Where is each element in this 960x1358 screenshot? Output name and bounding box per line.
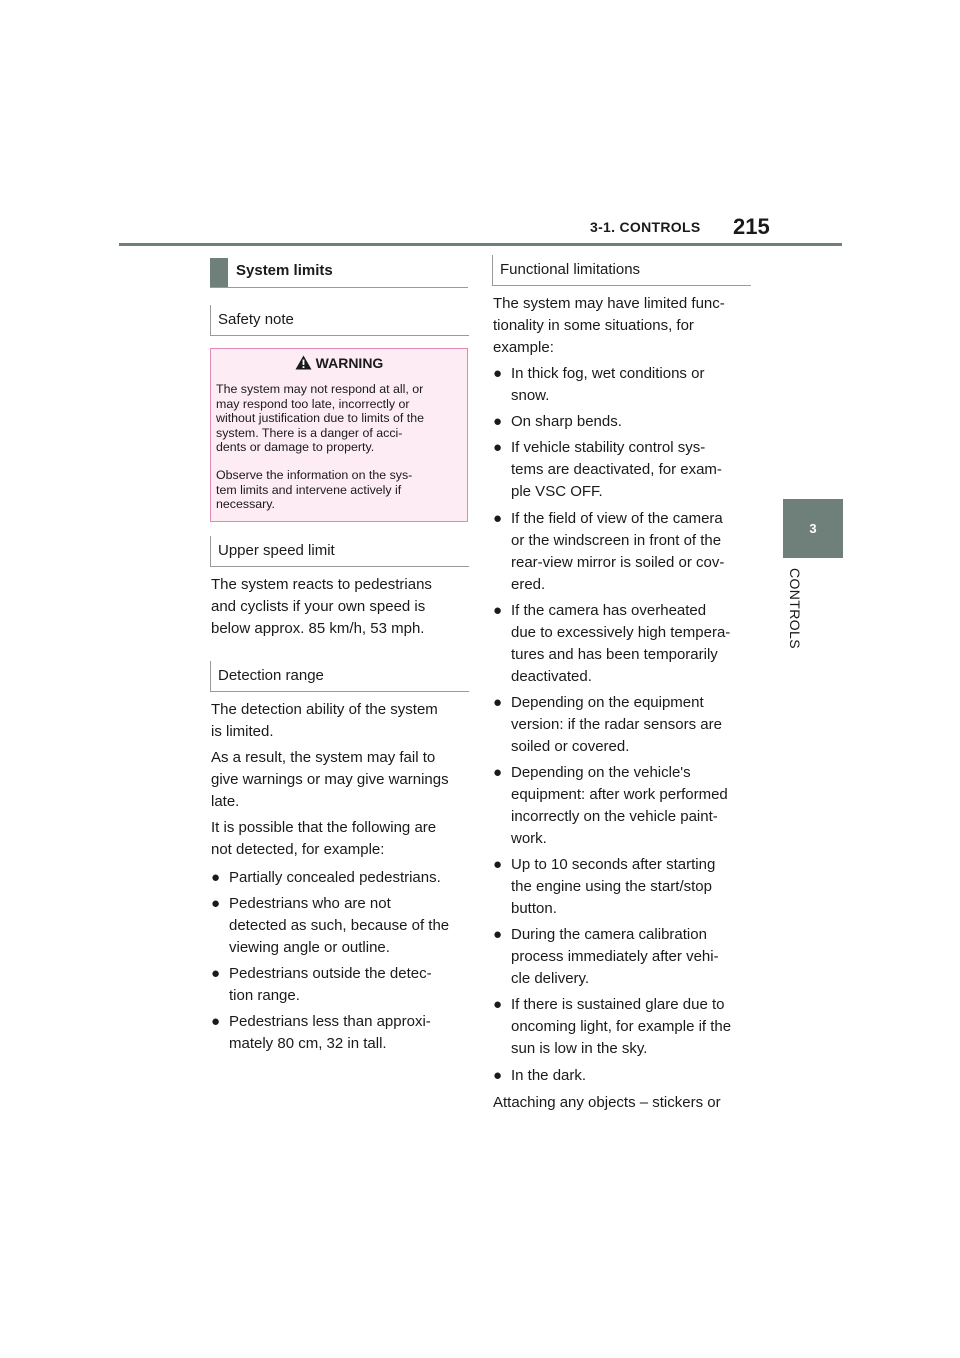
text-line: tures and has been temporarily xyxy=(511,646,718,663)
text-line: ered. xyxy=(511,576,546,593)
list-item xyxy=(211,1011,471,1055)
list-item xyxy=(493,437,758,503)
list-item xyxy=(493,994,758,1060)
list-item xyxy=(493,762,758,850)
chapter-tab xyxy=(783,499,843,558)
list-item xyxy=(493,854,758,920)
text-line: or the windscreen in front of the xyxy=(511,532,722,549)
section-title: 3-1. CONTROLS xyxy=(590,219,701,235)
closing-paragraph xyxy=(493,1092,758,1114)
text-line: The system reacts to pedestrians xyxy=(211,576,432,593)
list-item xyxy=(493,600,758,688)
detection-paragraph-1 xyxy=(211,699,471,743)
text-line: soiled or covered. xyxy=(511,738,630,755)
system-limits-heading xyxy=(210,258,468,288)
text-line: On sharp bends. xyxy=(511,413,622,430)
text-line: equipment: after work performed xyxy=(511,786,728,803)
warning-line: Observe the information on the sys- xyxy=(216,468,413,482)
heading-bar xyxy=(210,258,228,287)
text-line: is limited. xyxy=(211,723,274,740)
text-line: incorrectly on the vehicle paint- xyxy=(511,808,718,825)
text-line: cle delivery. xyxy=(511,970,590,987)
warning-line: dents or damage to property. xyxy=(216,440,375,454)
functional-limitations-title: Functional limitations xyxy=(500,261,641,278)
text-line: The system may have limited func- xyxy=(493,295,725,312)
bullet-dot: ● xyxy=(493,510,503,527)
text-line: viewing angle or outline. xyxy=(229,939,390,956)
text-line: During the camera calibration xyxy=(511,926,707,943)
text-line: deactivated. xyxy=(511,668,592,685)
text-line: If the camera has overheated xyxy=(511,602,707,619)
bullet-dot: ● xyxy=(211,1013,221,1030)
text-line: If there is sustained glare due to xyxy=(511,996,725,1013)
text-line: ple VSC OFF. xyxy=(511,483,603,500)
chapter-number: 3 xyxy=(809,521,817,536)
upper-speed-limit-title: Upper speed limit xyxy=(218,542,335,559)
bullet-dot: ● xyxy=(493,413,503,430)
safety-note-title: Safety note xyxy=(218,311,294,328)
text-line: Up to 10 seconds after starting xyxy=(511,856,716,873)
warning-icon xyxy=(295,355,312,373)
text-line: detected as such, because of the xyxy=(229,917,450,934)
bullet-dot: ● xyxy=(493,996,503,1013)
detection-range-title: Detection range xyxy=(218,667,324,684)
text-line: Attaching any objects – stickers or xyxy=(493,1094,721,1111)
text-line: the engine using the start/stop xyxy=(511,878,712,895)
text-line: Pedestrians who are not xyxy=(229,895,391,912)
list-item xyxy=(493,508,758,596)
warning-line: system. There is a danger of acci- xyxy=(216,425,403,440)
bullet-dot: ● xyxy=(493,1067,503,1084)
text-line: and cyclists if your own speed is xyxy=(211,598,426,615)
list-item xyxy=(493,924,758,990)
text-line: below approx. 85 km/h, 53 mph. xyxy=(211,620,425,637)
chapter-label: CONTROLS xyxy=(787,568,803,649)
warning-line: necessary. xyxy=(216,497,275,511)
text-line: Depending on the equipment xyxy=(511,694,704,711)
bullet-dot: ● xyxy=(493,694,503,711)
bullet-dot: ● xyxy=(493,926,503,943)
upper-speed-limit-heading xyxy=(210,536,469,567)
bullet-dot: ● xyxy=(211,895,221,912)
warning-line: The system may not respond at all, or xyxy=(216,382,424,396)
speed-paragraph xyxy=(211,574,471,640)
text-line: give warnings or may give warnings xyxy=(211,771,449,788)
text-line: If the field of view of the camera xyxy=(511,510,723,527)
text-line: work. xyxy=(511,830,547,847)
bullet-dot: ● xyxy=(493,856,503,873)
warning-paragraph-1 xyxy=(216,382,464,455)
detection-paragraph-2 xyxy=(211,747,471,813)
bullet-dot: ● xyxy=(493,365,503,382)
text-line: tionality in some situations, for xyxy=(493,317,694,334)
warning-box xyxy=(210,348,468,522)
text-line: not detected, for example: xyxy=(211,841,385,858)
text-line: If vehicle stability control sys- xyxy=(511,439,706,456)
header-rule xyxy=(119,243,842,246)
text-line: sun is low in the sky. xyxy=(511,1040,648,1057)
system-limits-title: System limits xyxy=(236,262,333,279)
text-line: version: if the radar sensors are xyxy=(511,716,722,733)
functional-intro-paragraph xyxy=(493,293,758,359)
text-line: oncoming light, for example if the xyxy=(511,1018,732,1035)
warning-paragraph-2 xyxy=(216,468,464,512)
safety-note-heading xyxy=(210,305,469,336)
bullet-dot: ● xyxy=(493,439,503,456)
warning-title-text: WARNING xyxy=(315,355,384,371)
list-item xyxy=(211,963,471,1007)
list-item xyxy=(493,692,758,758)
detection-range-heading xyxy=(210,661,469,692)
text-line: Pedestrians less than approxi- xyxy=(229,1013,431,1030)
text-line: In thick fog, wet conditions or xyxy=(511,365,705,382)
page-number: 215 xyxy=(733,214,770,239)
list-item xyxy=(493,363,758,407)
list-item xyxy=(493,411,758,433)
text-line: mately 80 cm, 32 in tall. xyxy=(229,1035,387,1052)
text-line: As a result, the system may fail to xyxy=(211,749,436,766)
text-line: late. xyxy=(211,793,240,810)
detection-paragraph-3 xyxy=(211,817,471,861)
warning-line: tem limits and intervene actively if xyxy=(216,482,402,497)
functional-limitations-heading xyxy=(492,255,751,286)
list-item xyxy=(211,893,471,959)
text-line: process immediately after vehi- xyxy=(511,948,719,965)
bullet-dot: ● xyxy=(493,764,503,781)
warning-title xyxy=(211,355,467,373)
warning-line: may respond too late, incorrectly or xyxy=(216,396,410,411)
text-line: snow. xyxy=(511,387,550,404)
list-item xyxy=(493,1065,758,1087)
text-line: The detection ability of the system xyxy=(211,701,438,718)
text-line: It is possible that the following are xyxy=(211,819,437,836)
text-line: In the dark. xyxy=(511,1067,587,1084)
text-line: Pedestrians outside the detec- xyxy=(229,965,432,982)
warning-line: without justification due to limits of the xyxy=(216,411,424,425)
list-item xyxy=(211,867,471,889)
text-line: tion range. xyxy=(229,987,300,1004)
text-line: Partially concealed pedestrians. xyxy=(229,869,441,886)
bullet-dot: ● xyxy=(493,602,503,619)
text-line: due to excessively high tempera- xyxy=(511,624,731,641)
text-line: button. xyxy=(511,900,557,917)
text-line: Depending on the vehicle's xyxy=(511,764,691,781)
text-line: rear-view mirror is soiled or cov- xyxy=(511,554,725,571)
text-line: example: xyxy=(493,339,554,356)
text-line: tems are deactivated, for exam- xyxy=(511,461,722,478)
bullet-dot: ● xyxy=(211,869,221,886)
bullet-dot: ● xyxy=(211,965,221,982)
